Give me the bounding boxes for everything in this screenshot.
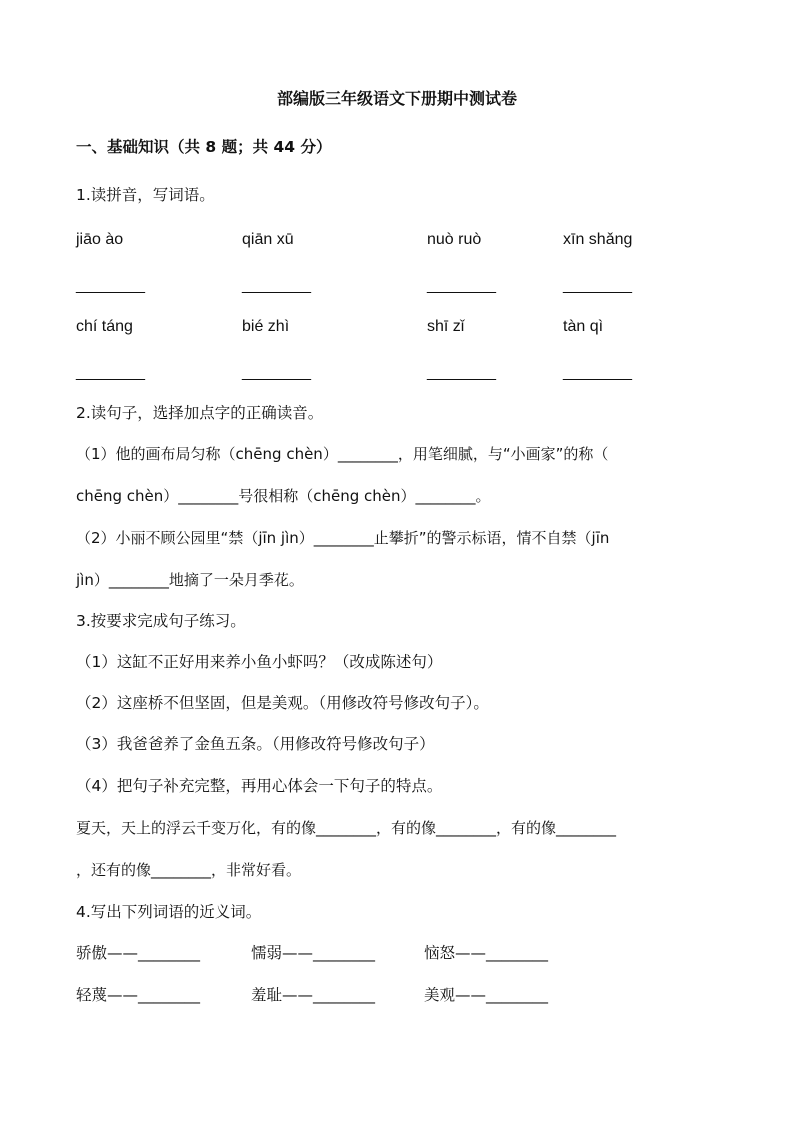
synonym-item: 懦弱——________ [251,944,376,962]
pinyin-item: xīn shǎng [563,231,633,248]
pinyin-item: bié zhì [242,318,290,335]
question-3-item: （4）把句子补充完整，再用心体会一下句子的特点。 [76,777,443,795]
answer-blank[interactable]: ________ [76,364,145,381]
answer-blank[interactable]: ________ [563,364,632,381]
question-1-prompt: 1.读拼音，写词语。 [76,186,215,204]
pinyin-item: qiān xū [242,231,294,248]
question-4-prompt: 4.写出下列词语的近义词。 [76,903,262,921]
question-2-line: （2）小丽不顾公园里“禁（jīn jìn）________止攀折”的警示标语，情不自禁（jīn [76,529,610,547]
question-3-sentence: ，还有的像________，非常好看。 [76,861,302,879]
synonym-item: 轻蔑——________ [76,986,201,1004]
question-3-prompt: 3.按要求完成句子练习。 [76,612,246,630]
question-2-line: （1）他的画布局匀称（chēng chèn）________，用笔细腻，与“小画家”的称（ [76,445,609,463]
question-2-line: jìn）________地摘了一朵月季花。 [76,571,304,589]
pinyin-item: jiāo ào [76,231,124,248]
question-2-prompt: 2.读句子，选择加点字的正确读音。 [76,404,324,422]
pinyin-item: shī zǐ [427,318,465,335]
question-3-item: （3）我爸爸养了金鱼五条。（用修改符号修改句子） [76,735,435,753]
question-3-item: （2）这座桥不但坚固，但是美观。（用修改符号修改句子）。 [76,694,489,712]
pinyin-item: chí táng [76,318,133,335]
answer-blank[interactable]: ________ [242,364,311,381]
answer-blank[interactable]: ________ [76,277,145,294]
question-3-item: （1）这缸不正好用来养小鱼小虾吗？（改成陈述句） [76,653,443,671]
answer-blank[interactable]: ________ [427,364,496,381]
page-title: 部编版三年级语文下册期中测试卷 [276,89,517,108]
pinyin-item: tàn qì [563,318,604,335]
question-3-sentence: 夏天，天上的浮云千变万化，有的像________，有的像________，有的像________ [76,819,617,837]
answer-blank[interactable]: ________ [242,277,311,294]
synonym-item: 羞耻——________ [251,986,376,1004]
answer-blank[interactable]: ________ [563,277,632,294]
answer-blank[interactable]: ________ [427,277,496,294]
synonym-item: 美观——________ [424,986,549,1004]
pinyin-item: nuò ruò [427,231,482,248]
section-heading: 一、基础知识（共 8 题；共 44 分） [76,138,332,156]
synonym-item: 恼怒——________ [424,944,549,962]
synonym-item: 骄傲——________ [76,944,201,962]
question-2-line: chēng chèn）________号很相称（chēng chèn）________。 [76,487,491,505]
